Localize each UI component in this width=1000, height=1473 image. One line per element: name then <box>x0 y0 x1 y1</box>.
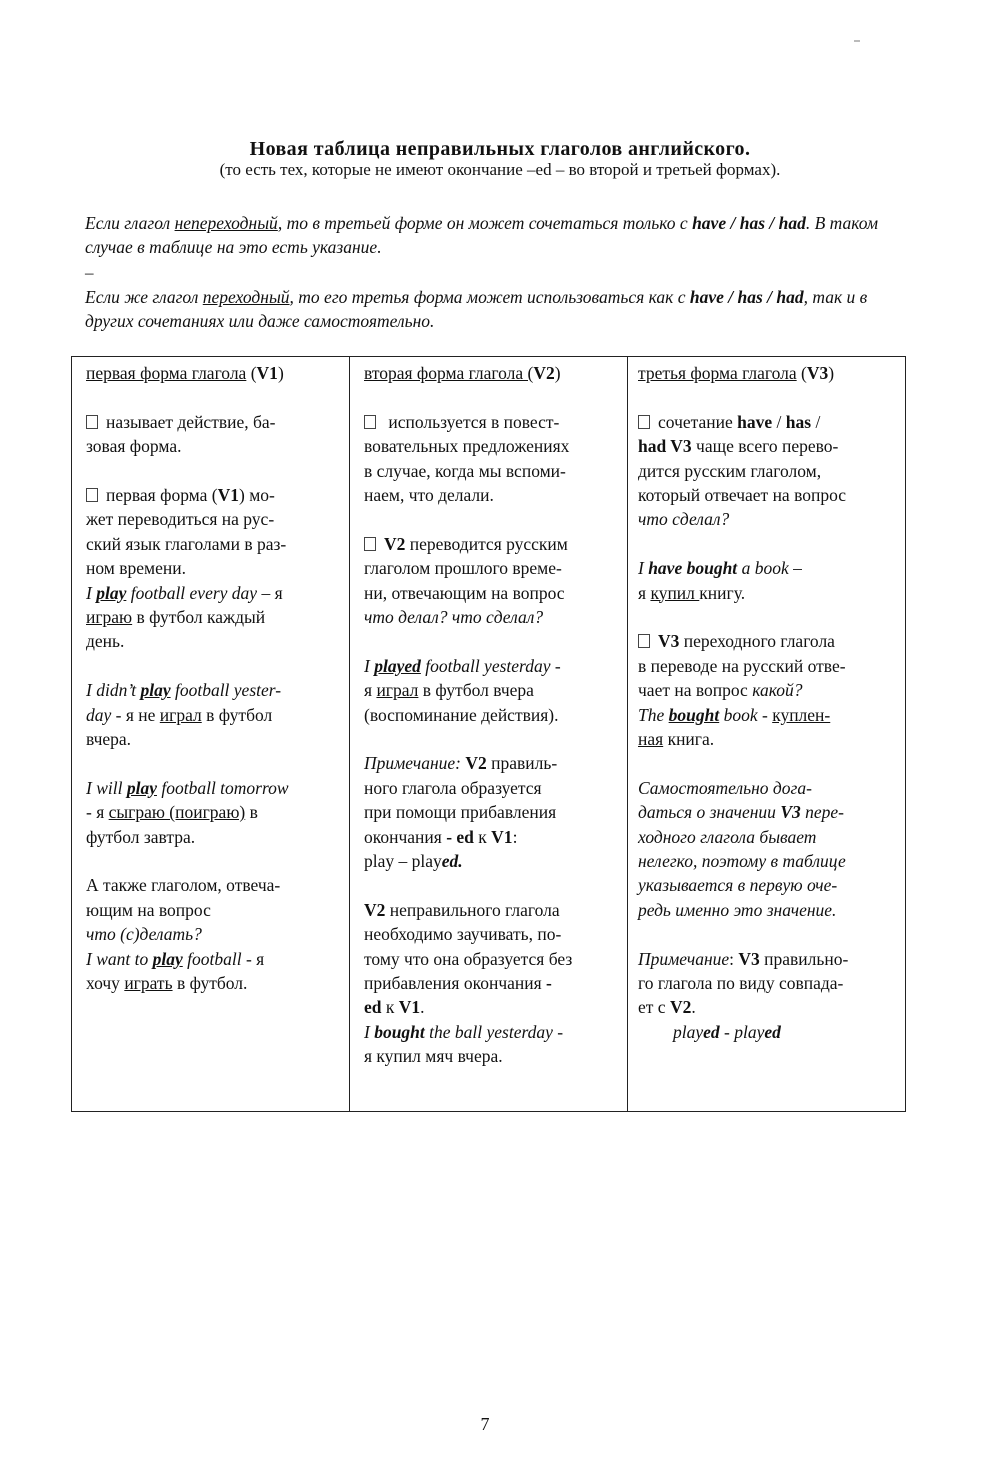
list-item: первая форма (V1) мо- <box>86 483 341 507</box>
checkbox-icon <box>364 415 376 429</box>
checkbox-icon <box>86 415 98 429</box>
list-item: сочетание have / has / <box>638 410 897 434</box>
example-line: I will play football tomorrow <box>86 777 289 798</box>
example-line: I want to play football - я <box>86 948 265 969</box>
column-v3: третья форма глагола (V3) сочетание have / has / had V3 чаще всего перево- дится русским глаголом, который отвечает на вопрос что сделал? I have bought a book – я купил книгу. V3 переходного глагола в переводе на русский отве- чает на вопрос какой? The bought book - куплен- ная книга. Самостоятельно дога- даться о значении V3 пере- ходного глагола бывает нелегко, поэтому в таблице указывается в первую оче- редь именно это значение. Примечание: V3 правильно- го глагола по виду совпада- ет с V2. played - played <box>628 357 905 1111</box>
column-v1: первая форма глагола (V1) называет действие, ба- зовая форма. первая форма (V1) мо- жет переводиться на рус- ский язык глаголами в раз- ном времени. I play football every day – я играю в футбол каждый день. I didn’t play football yester- day - я не играл в футбол вчера. I will play football tomorrow - я сыграю (поиграю) в футбол завтра. А также глаголом, отвеча- ющим на вопрос что (с)делать? I want to play football - я хочу играть в футбол. <box>72 357 350 1111</box>
verb-forms-table <box>71 356 906 1112</box>
example-line: I have bought a book – <box>638 558 802 579</box>
column-v2: вторая форма глагола (V2) используется в повест- вовательных предложениях в случае, когда мы вспоми- наем, что делали. V2 переводится русским глаголом прошлого време- ни, отвечающим на вопрос что делал? что сделал? I played football yesterday - я играл в футбол вчера (воспоминание действия). Примечание: V2 правиль- ного глагола образуется при помощи прибавления окончания - ed к V1: play – played. V2 неправильного глагола необходимо заучивать, по- тому что она образуется без прибавления окончания - ed к V1. I bought the ball yesterday - я купил мяч вчера. <box>350 357 628 1111</box>
checkbox-icon <box>638 415 650 429</box>
page-number: 7 <box>480 1414 490 1434</box>
column-v1-header: первая форма глагола (V1) <box>86 363 284 383</box>
column-v2-header: вторая форма глагола (V2) <box>364 363 561 383</box>
note: Примечание: V2 правиль- <box>364 753 558 774</box>
list-item: V3 переходного глагола <box>638 629 897 653</box>
example-line: I played football yesterday - <box>364 655 561 676</box>
checkbox-icon <box>364 537 376 551</box>
intro-dash: – <box>85 263 94 282</box>
list-item: используется в повест- <box>364 410 619 434</box>
note: Примечание: V3 правильно- <box>638 948 849 969</box>
intro-paragraph-intransitive: Если глагол непереходный, то в третьей форме он может сочетаться только с have / has / had. В таком случае в таблице на это есть указание. <box>85 213 879 257</box>
example-line: I didn’t play football yester- <box>86 680 282 701</box>
checkbox-icon <box>86 488 98 502</box>
column-v3-header: третья форма глагола (V3) <box>638 363 835 383</box>
page-subtitle: (то есть тех, которые не имеют окончание –ed – во второй и третьей формах). <box>219 160 781 179</box>
example-line: I play football every day – я <box>86 582 283 603</box>
page-title: Новая таблица неправильных глаголов английского. <box>249 138 751 160</box>
checkbox-icon <box>638 634 650 648</box>
scan-smudge <box>854 40 860 42</box>
list-item: называет действие, ба- <box>86 410 341 434</box>
example-line: I bought the ball yesterday - <box>364 1021 564 1042</box>
intro-paragraph-transitive: Если же глагол переходный, то его третья форма может использоваться как с have / has / had, так и в других сочетаниях или даже самостоятельно. <box>85 287 868 331</box>
list-item: V2 переводится русским <box>364 532 619 556</box>
example-line: The bought book - куплен- <box>638 704 831 725</box>
